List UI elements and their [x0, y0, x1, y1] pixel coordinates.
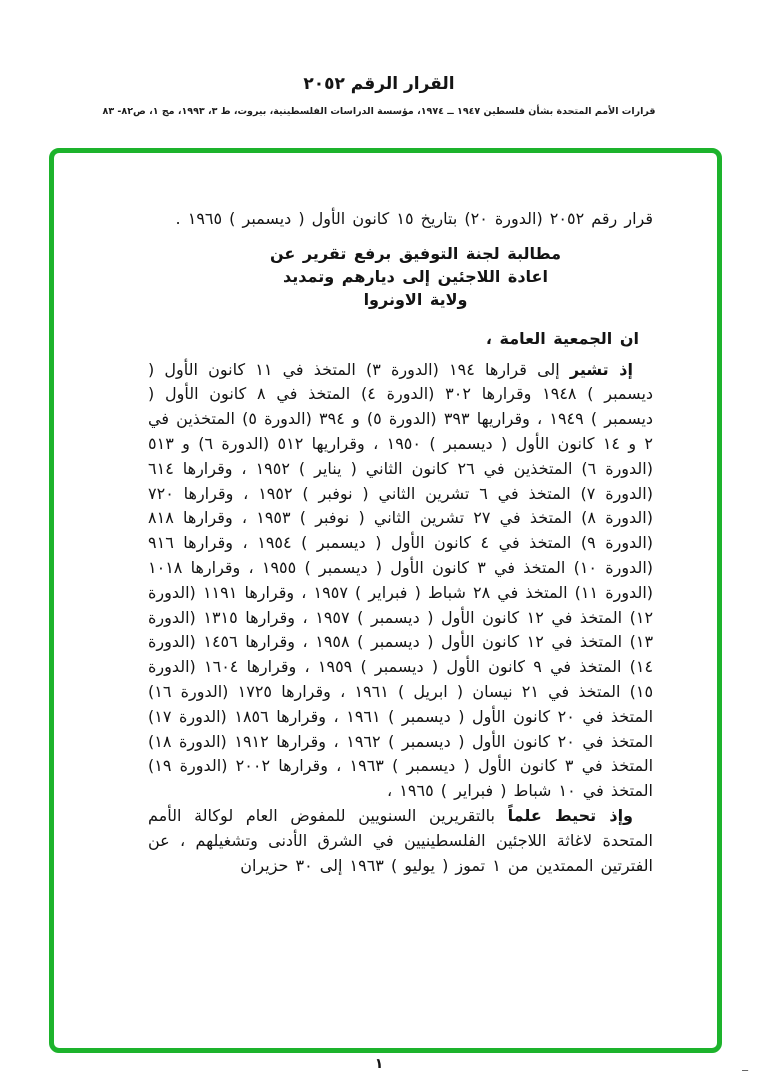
recital-2-lead: وإذ تحيط علماً: [507, 805, 633, 825]
page-number: ١: [374, 1056, 384, 1072]
corner-mark: ــ: [742, 1063, 748, 1074]
resolution-heading: [208, 242, 623, 311]
recital-2-text: بالتقريرين السنويين للمفوض العام لوكالة الأمم المتحدة لاغاثة اللاجئين الفلسطينيين في الشرق الأدنى وتشغيلهم ، عن الفترتين الممتدين من ١ تموز ( يوليو ) ١٩٦٣ إلى ٣٠ حزيران: [148, 805, 653, 875]
resolution-content: [54, 153, 717, 878]
recital-paragraph-1: [148, 358, 653, 804]
recital-1-lead: إذ تشير: [569, 359, 634, 379]
document-header: [0, 74, 758, 117]
resolution-box: [49, 148, 722, 1053]
recital-paragraph-2: [148, 804, 653, 878]
recital-1-text: إلى قرارها ١٩٤ (الدورة ٣) المتخذ في ١١ كانون الأول ( ديسمبر ) ١٩٤٨ وقرارها ٣٠٢ (الدورة ٤) المتخذ في ٨ كانون الأول ( ديسمبر ) ١٩٤٩ ، وقراريها ٣٩٣ (الدورة ٥) و ٣٩٤ (الدورة ٥) المتخذين في ٢ و ١٤ كانون الأول ( ديسمبر ) ١٩٥٠ ، وقراريها ٥١٢ (الدورة ٦) و ٥١٣ (الدورة ٦) المتخذين في ٢٦ كانون الثاني ( يناير ) ١٩٥٢ ، وقرارها ٦١٤ (الدورة ٧) المتخذ في ٦ تشرين الثاني ( نوفبر ) ١٩٥٢ ، وقرارها ٧٢٠ (الدورة ٨) المتخذ في ٢٧ تشرين الثاني ( نوفبر ) ١٩٥٣ ، وقرارها ٨١٨ (الدورة ٩) المتخذ في ٤ كانون الأول ( ديسمبر ) ١٩٥٤ ، وقرارها ٩١٦ (الدورة ١٠) المتخذ في ٣ كانون الأول ( ديسمبر ) ١٩٥٥ ، وقرارها ١٠١٨ (الدورة ١١) المتخذ في ٢٨ شباط ( فبراير ) ١٩٥٧ ، وقرارها ١١٩١ (الدورة ١٢) المتخذ في ١٢ كانون الأول ( ديسمبر ) ١٩٥٧ ، وقرارها ١٣١٥ (الدورة ١٣) المتخذ في ١٢ كانون الأول ( ديسمبر ) ١٩٥٨ ، وقرارها ١٤٥٦ (الدورة ١٤) المتخذ في ٩ كانون الأول ( ديسمبر ) ١٩٥٩ ، وقرارها ١٦٠٤ (الدورة ١٥) المتخذ في ٢١ نيسان ( ابريل ) ١٩٦١ ، وقرارها ١٧٢٥ (الدورة ١٦) المتخذ في ٢٠ كانون الأول ( ديسمبر ) ١٩٦١ ، وقرارها ١٨٥٦ (الدورة ١٧) المتخذ في ٢٠ كانون الأول ( ديسمبر ) ١٩٦٢ ، وقرارها ١٩١٢ (الدورة ١٨) المتخذ في ٣ كانون الأول ( ديسمبر ) ١٩٦٣ ، وقرارها ٢٠٠٢ (الدورة ١٩) المتخذ في ١٠ شباط ( فبراير ) ١٩٦٥ ،: [148, 359, 654, 801]
resolution-heading-line-2: اعادة اللاجئين إلى ديارهم وتمديد: [283, 266, 548, 286]
assembly-opening: ان الجمعية العامة ،: [485, 328, 639, 348]
resolution-heading-line-1: مطالبة لجنة التوفيق برفع تقرير عن: [270, 243, 561, 263]
resolution-intro: قرار رقم ٢٠٥٢ (الدورة ٢٠) بتاريخ ١٥ كانون الأول ( ديسمبر ) ١٩٦٥ .: [175, 209, 653, 228]
document-footer: [0, 1052, 758, 1078]
resolution-heading-line-3: ولاية الاونروا: [363, 289, 468, 309]
document-title: القرار الرقم ٢٠٥٢: [303, 74, 455, 94]
citation-line: قرارات الأمم المتحدة بشأن فلسطين ١٩٤٧ ــ ١٩٧٤، مؤسسة الدراسات الفلسطينية، بيروت، ط ٣، ١٩٩٣، مج ١، ص٨٢- ٨٣: [102, 106, 656, 117]
